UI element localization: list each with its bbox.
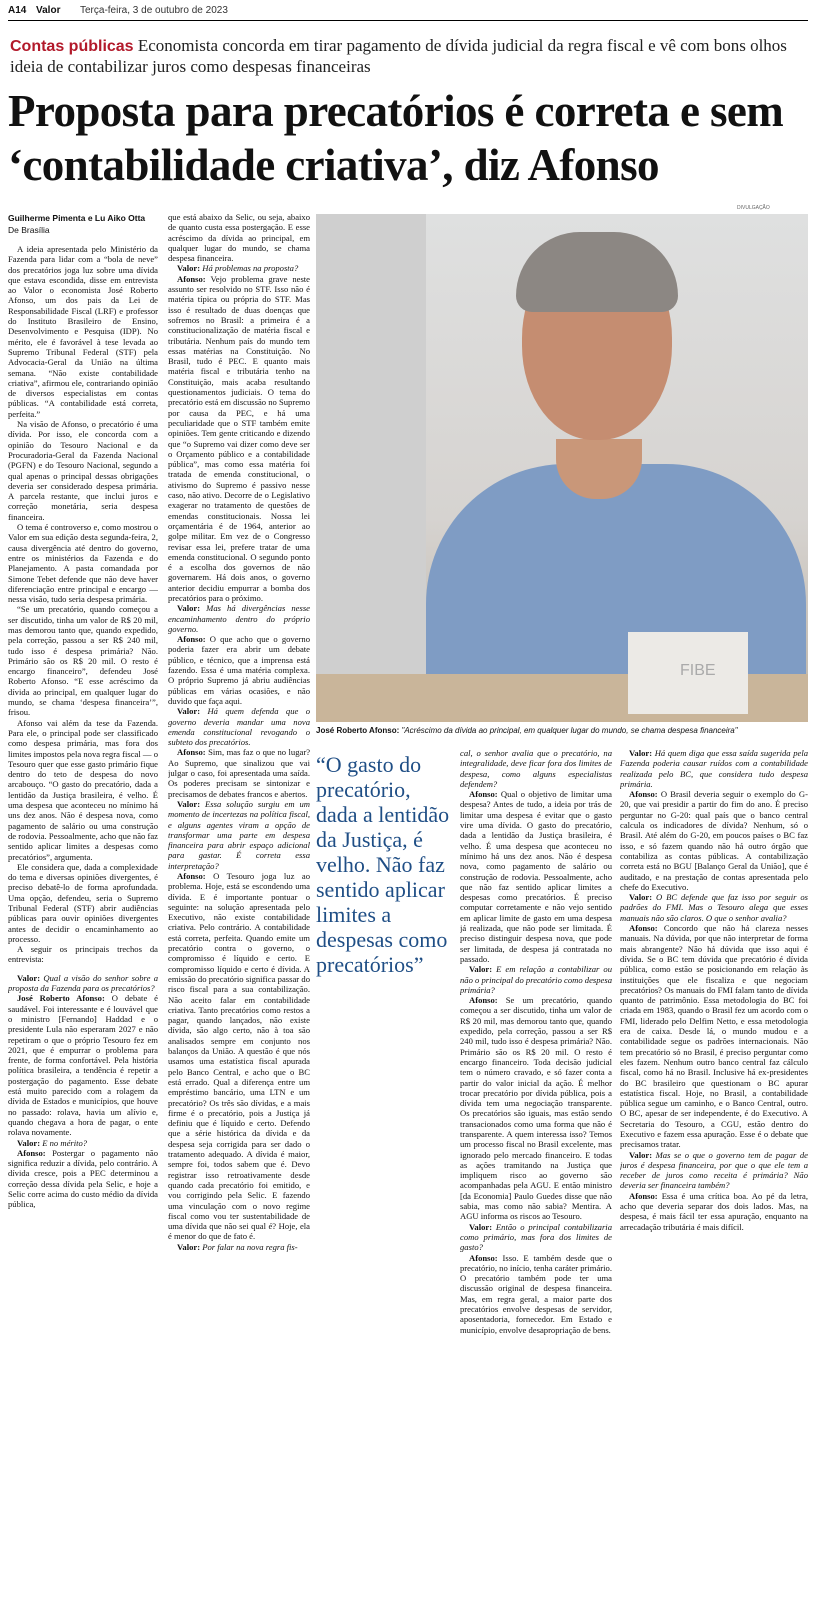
header-rule (8, 20, 808, 21)
speaker-label: Valor: (177, 1241, 203, 1252)
photo-hair (516, 232, 678, 312)
speaker-label: Afonso: (629, 1190, 662, 1201)
qa-paragraph (168, 871, 310, 1242)
speaker-label: Afonso: (629, 923, 664, 934)
speaker-text: Qual o objetivo de limitar uma despesa? Antes de tudo, a ideia por trás de limitar uma despesa é evitar que o gasto vire uma dívida. O gasto do precatório, dada a lentidão da Justiça brasileira, é velho. É uma despesa que aconteceu no mínimo há uns dez anos. Não é despesa nova, como pagamento de salário ou construção de rodovia. Pessoalmente, acho que não faz sentido aplicar limites a despesas como precatórios. É preciso computar corretamente e não vejo sentido em aplicar limite de gasto em uma despesa já realizada, que não pode ser limitada. É preciso distinguir despesa nova, que pode ser limitada, de despesa já contratada no passado. (460, 789, 612, 964)
portrait-photo (316, 214, 808, 722)
speaker-text: Há quem defenda que o governo deveria mandar uma nova emenda constitucional revogando o subteto dos precatórios. (168, 706, 310, 748)
qa-paragraph (168, 274, 310, 604)
speaker-text: Postergar o pagamento não significa reduzir a dívida, pelo contrário. A dívida cresce, pois a PEC determinou a correção dessa dívida pela Selic, e hoje a Selic corre acima do custo médio da dívida pública, (8, 1147, 158, 1210)
article-column-2 (168, 212, 310, 1594)
qa-paragraph (460, 748, 612, 789)
qa-paragraph (620, 748, 808, 789)
byline (8, 212, 158, 236)
speaker-text: E no mérito? (42, 1137, 88, 1148)
speaker-label: Afonso: (469, 1252, 503, 1263)
qa-paragraph (620, 1150, 808, 1191)
column-1-paragraphs (8, 244, 158, 965)
qa-paragraph (168, 706, 310, 747)
speaker-text: Qual a visão do senhor sobre a proposta da Fazenda para os precatórios? (8, 972, 158, 994)
caption-text: "Acréscimo da dívida ao principal, em qualquer lugar do mundo, se chama despesa financeira" (401, 726, 738, 735)
paragraph: A seguir os principais trechos da entrevista: (8, 944, 158, 965)
speaker-text: Concordo que não há clareza nesses manuais. Na dúvida, por que não interpretar de forma mais abrangente? Não há dúvida que isso aqui é dívida. Se o BC tem dúvida que precatório é dívida pública, como estão se posicionando em relação às instituições que ele fiscaliza e que negociam precatórios? Os manuais do FMI falam tanto de dívida quanto de patrimônio. Essa metodologia do BC foi criada em 1983, quando o Brasil fez um acordo com o FMI, liderado pelo Delfim Netto, e essa metodologia era de caixa. Desde lá, o mundo mudou e a contabilidade segue os padrões internacionais. Não tem precatório só no Brasil, é preciso perguntar como eles fazem. Nenhum outro banco central faz cálculo fiscal, como há no Brasil. Inclusive há ex-presidentes do BC brasileiro que questionam o BC apurar estatística fiscal. Hoje, no Brasil, a contabilidade pública segue um caminho, e o Banco Central, outro. O BC, apesar de ser independente, é do Executivo. A Secretaria do Tesouro, a CGU, estão dentro do Executivo e fazem essa apuração. Esse é o debate que precisamos tratar. (620, 923, 808, 1150)
speaker-label: Valor: (469, 964, 497, 975)
paragraph: Ele considera que, dada a complexidade do tema e diversas opiniões divergentes, é preciso debatê-lo de forma aprofundada. Uma opção, defendeu, seria o Supremo Tribunal Federal (STF) abrir audiências públicas para ouvir opiniões divergentes antes de decidir o encaminhamento ao processo. (8, 861, 158, 944)
speaker-label: Afonso: (17, 1147, 53, 1158)
photo-sign-text: FIBE (680, 662, 716, 679)
column-1-interview (8, 973, 158, 1210)
paragraph: O tema é controverso e, como mostrou o Valor em sua edição desta segunda-feira, 2, causa divergência até dentro do governo, entre os ministérios da Fazenda e do Planejamento. A pasta comandada por Simone Tebet defende que não deve haver diferenciação entre principal e encargo — nessa visão, tudo seria despesa primária. (8, 522, 158, 605)
qa-paragraph (168, 212, 310, 263)
qa-paragraph (460, 1222, 612, 1253)
section-label: Contas públicas (10, 38, 134, 55)
caption-name: José Roberto Afonso: (316, 726, 400, 735)
speaker-label: Valor: (17, 972, 44, 983)
speaker-label: Valor: (629, 1149, 656, 1160)
speaker-label: Valor: (629, 748, 655, 758)
dateline: De Brasília (8, 225, 50, 235)
speaker-label: Valor: (17, 1137, 43, 1148)
speaker-text: Essa é uma crítica boa. Ao pé da letra, acho que deveria separar dos dois lados. Mas, na despesa, é mais fácil ter essa apuração, enquanto na arrecadação tributária é mais difícil. (620, 1190, 808, 1232)
speaker-text: que está abaixo da Selic, ou seja, abaixo de quanto custa essa postergação. E esse acréscimo da dívida ao principal, em qualquer lugar do mundo, se chama despesa financeira. (168, 212, 310, 264)
speaker-label: Valor: (177, 603, 207, 614)
speaker-label: José Roberto Afonso: (17, 993, 112, 1004)
speaker-text: Isso. E também desde que o precatório, no início, tenha caráter primário. O precatório também pode ter uma discussão original de despesa financeira. Mas, em regra geral, a maior parte dos precatórios envolve despesas de servidor, aposentadoria, fornecedor. Em Estado e município, envolve desapropriação de bens. (460, 1252, 612, 1335)
qa-paragraph (8, 1148, 158, 1210)
qa-paragraph (8, 1138, 158, 1148)
qa-paragraph (8, 973, 158, 994)
speaker-text: O que acho que o governo poderia fazer era abrir um debate público, e técnico, que a imprensa está fazendo. Essa é uma matéria complexa. O próprio Supremo já abriu audiências públicas em várias ocasiões, e não duvido que faça aqui. (168, 634, 310, 706)
qa-paragraph (620, 789, 808, 892)
article-column-3 (460, 748, 612, 1594)
qa-paragraph (460, 789, 612, 964)
qa-paragraph (460, 995, 612, 1222)
qa-paragraph (168, 634, 310, 706)
speaker-text: Há quem diga que essa saída sugerida pela Fazenda poderia causar ruídos com a contabilidade realizada pelo BC, que considera tudo despesa primária. (620, 748, 808, 789)
photo-sign (628, 632, 748, 714)
qa-paragraph (168, 263, 310, 273)
paragraph: A ideia apresentada pelo Ministério da Fazenda para lidar com a “bola de neve” dos precatórios joga luz sobre uma dívida que estava escondida, disse em entrevista ao Valor o economista José Roberto Afonso, um dos pais da Lei de Responsabilidade Fiscal (LRF) e professor do Instituto Brasileiro de Ensino, Desenvolvimento e Pesquisa (IDP). No mérito, ele é favorável à tese levada ao Supremo Tribunal Federal (STF) pela Advocacia-Geral da União na última semana. “Não existe contabilidade criativa”, afirmou ele, contrariando opinião de diversos especialistas em contas públicas. “A contabilidade está correta, perfeita.” (8, 244, 158, 419)
speaker-label: Valor: (177, 706, 208, 717)
photo-caption (316, 726, 808, 736)
paragraph: Na visão de Afonso, o precatório é uma dívida. Por isso, ele concorda com a opinião do Tesouro Nacional e da Procuradoria-Geral da Fazenda Nacional (PGFN) e do Tesouro Nacional, segundo a qual apenas o principal dessas obrigações deveria ser considerado despesa primária. A parcela restante, que inclui juros e correção monetária, seria despesa financeira. (8, 419, 158, 522)
headline: Proposta para precatórios é correta e sem ‘contabilidade criativa’, diz Afonso (8, 86, 784, 190)
qa-paragraph (168, 603, 310, 634)
speaker-text: Mas há divergências nesse encaminhamento dentro do próprio governo. (168, 603, 310, 634)
speaker-text: O Tesouro joga luz ao problema. Hoje, está se escondendo uma dívida. E é importante pontuar o seguinte: na solução apresentada pelo Executivo, não existe contabilidade criativa. Pelo contrário. A contabilidade está correta, perfeita. Quando emite um precatório contra o governo, o compromisso é líquido e certo. E compromisso líquido e certo é dívida. A emissão do precatório significa passar do risco fiscal para a sua contabilização. Não aceito falar em contabilidade criativa. Tanto precatórios como restos a pagar, quando lançados, não existe dívida, são algo certo, não à toa são analisados sempre em conjunto nos balanços da União. A questão é que nós usamos uma estatística fiscal apurada pelo Banco Central, e acho que o BC está errado. Qual a diferença entre um empréstimo bancário, uma LTN e um precatório? Os três são dívidas, e a mais firme é o precatório, pois a Justiça já definiu que é líquido e certo. Defendo que a série histórica da dívida e da despesa seja corrigida para ser dado o tratamento adequado. A dívida é maior, sempre foi, todos sabem que é. Devo registrar isso retroativamente desde quando cada precatório foi emitido, e vou corrigindo pela Selic. E fazendo uma vinculação com o novo regime fiscal como vou ter sustentabilidade de uma dívida que não sei qual é? Hoje, ela é menor do que de fato é. (168, 871, 310, 1242)
page-number: A14 (8, 5, 27, 16)
publication-date: Terça-feira, 3 de outubro de 2023 (80, 5, 228, 16)
qa-paragraph (168, 799, 310, 871)
speaker-text: cal, o senhor avalia que o precatório, na integralidade, deve ficar fora dos limites de despesa, como alguns especialistas defendem? (460, 748, 612, 789)
speaker-label: Afonso: (469, 995, 506, 1006)
author-names: Guilherme Pimenta e Lu Aiko Otta (8, 213, 146, 223)
speaker-label: Valor: (177, 263, 203, 274)
photo-background-wall (316, 214, 426, 722)
qa-paragraph (620, 923, 808, 1150)
qa-paragraph (8, 993, 158, 1137)
kicker (10, 36, 808, 77)
article-column-4 (620, 748, 808, 1594)
speaker-label: Afonso: (177, 747, 209, 758)
page-header (0, 0, 814, 24)
speaker-text: O BC defende que faz isso por seguir os padrões do FMI. Mas o Tesouro alega que esses manuais não são claros. O que o senhor avalia? (620, 892, 808, 923)
speaker-text: Por falar na nova regra fis- (202, 1241, 298, 1252)
qa-paragraph (168, 1242, 310, 1252)
speaker-label: Valor: (469, 1221, 496, 1232)
photo-credit: DIVULGAÇÃO (737, 205, 770, 211)
speaker-label: Afonso: (469, 789, 501, 800)
speaker-label: Afonso: (629, 789, 661, 800)
speaker-text: Vejo problema grave neste assunto ser resolvido no STF. Isso não é matéria típica ou própria do STF. Mas isso é resultado de duas doenças que sofremos no Brasil: a primeira é a constitucionalização de matéria fiscal e tributária. Nenhum país do mundo tem essas matérias na Constituição. No Brasil, tudo é PEC. E quanto mais matéria fiscal e tributária tenho na Constituição, mais acaba resultando questionamentos judiciais. O tema do precatório está em discussão no Supremo por causa da PEC, e há uma peculiaridade que o STF também emite opiniões. Tem gente criticando e dizendo que “o Supremo vai dizer como deve ser o Orçamento público e a contabilidade pública”, mas como essa matéria foi tratada de emenda constitucional, o ativismo do Supremo é passivo nesse caso, não ativo. Decorre de o Legislativo exagerar no tratamento de questões de emendas constitucionais. Nossa lei orçamentária é de 1964, anterior ao golpe militar. Em vez de o Congresso revisar essa lei, prefere tratar de uma emenda constitucional. O segundo ponto é a escolha dos governos de não governarem. Há dois anos, o governo anterior decidiu empurrar a bomba dos precatórios para o próximo. (168, 273, 310, 603)
speaker-text: Essa solução surgiu em um momento de incertezas na política fiscal, e alguns agentes viram a opção de transformar uma parte em despesa financeira para abrir espaço adicional para gastar. É correta essa interpretação? (168, 798, 310, 871)
speaker-label: Afonso: (177, 634, 210, 645)
speaker-text: O debate é saudável. Foi interessante e é louvável que o ministro [Fernando] Haddad e o presidente Lula não esperaram 2027 e não repetiram o que o próprio Tesouro fez em 2021, que é empurrar o problema para frente, de forma confortável. Pela história política brasileira, a tendência é repetir a postergação do pagamento. Esse debate está muito parecido com a rolagem da dívida de Estados e municípios, que houve no passado: rolava, havia um alívio e, quando chegava a hora de pagar, o ente rolava novamente. (8, 993, 158, 1138)
pull-quote: “O gasto do precatório, dada a lentidão da Justiça, é velho. Não faz sentido aplicar limites a despesas como precatórios” (316, 752, 450, 977)
speaker-text: Então o principal contabilizaria como primário, mas fora dos limites de gasto? (460, 1221, 612, 1253)
publication-name: Valor (36, 5, 61, 16)
qa-paragraph (168, 747, 310, 798)
speaker-text: E em relação a contabilizar ou não o principal do precatório como despesa primária? (460, 964, 612, 995)
speaker-text: Se um precatório, quando começou a ser discutido, tinha um valor de R$ 20 mil, mas demorou tanto que, quando expedido, pela correção, passou a ser R$ 240 mil, tudo isso é despesa primária? Não. Primário são os R$ 20 mil. O resto é encargo financeiro. Toda decisão judicial tem o número cravado, e só fazer conta a partir do valor inicial da ação. É melhor trocar precatório por dívida pública, pois a dívida tem uma negociação transparente. Os precatórios são iguais, mas estão sendo transacionados como uma forma que não é transparente. A quem interessa isso? Temos um processo fiscal no Brasil excelente, mas ignorado pelo mercado financeiro. E todas as ações tramitando na Justiça que impliquem risco ao governo são acompanhadas pela AGU. E então ministro [da Economia] Paulo Guedes disse que não sabia, mas como não sabia? Mentira. A AGU informa os riscos ao Tesouro. (460, 995, 612, 1222)
article-column-1 (8, 244, 158, 1594)
qa-paragraph (620, 892, 808, 923)
speaker-label: Valor: (177, 798, 206, 809)
speaker-label: Afonso: (177, 273, 211, 284)
paragraph: Afonso vai além da tese da Fazenda. Para ele, o principal pode ser classificado como despesa primária, mas fora dos limites impostos pela nova regra fiscal — o Tesouro quer que esse gasto primário fique dentro do teto de despesa do novo arcabouço. “O gasto do precatório, dada a lentidão da Justiça brasileira, é velho. É uma despesa que aconteceu no mínimo há uns dez anos. Não é despesa nova, como pagamento de salário ou uma construção de rodovia. Pessoalmente, acho que não faz sentido aplicar limites a despesas como precatórios”, argumenta. (8, 717, 158, 862)
kicker-text: Economista concorda em tirar pagamento de dívida judicial da regra fiscal e vê com bons olhos ideia de contabilizar juros como despesas financeiras (10, 36, 787, 76)
speaker-label: Valor: (629, 892, 656, 903)
speaker-text: Mas se o que o governo tem de pagar de juros é despesa financeira, por que o que ele tem a receber de juros como receita é primária? Não deveria ser financeira também? (620, 1149, 808, 1191)
speaker-text: Sim, mas faz o que no lugar? Ao Supremo, que sinalizou que vai julgar o caso, foi apresentada uma saída. Os poderes precisam se sintonizar e precisamos de debates francos e abertos. (168, 747, 310, 799)
qa-paragraph (620, 1191, 808, 1232)
speaker-text: Há problemas na proposta? (202, 263, 299, 274)
qa-paragraph (460, 964, 612, 995)
speaker-label: Afonso: (177, 871, 214, 881)
paragraph: “Se um precatório, quando começou a ser discutido, tinha um valor de R$ 20 mil, mas demorou tanto que, quando expedido, pela correção, passou a ser R$ 240 mil, tudo isso é despesa primária? Não. Primário são os R$ 20 mil. O resto é encargo financeiro”, defendeu José Roberto Afonso. “E esse acréscimo da dívida ao principal, em qualquer lugar do mundo, se chama ‘despesa financeira’”, frisou. (8, 604, 158, 718)
speaker-text: O Brasil deveria seguir o exemplo do G-20, que vai presidir a partir do fim do ano. É preciso perguntar no G-20: qual país que o banco central calcula os indicadores de dívida? Nenhum, só o Brasil. Até além do G-20, em poucos países o BC faz isso, e só fazem quando não há outro órgão que contabiliza as contas públicas. A contabilização correta está no BGU [Balanço Geral da União], que é auditado, e na prestação de contas apresentada pelo chefe do Executivo. (620, 789, 808, 892)
qa-paragraph (460, 1253, 612, 1335)
